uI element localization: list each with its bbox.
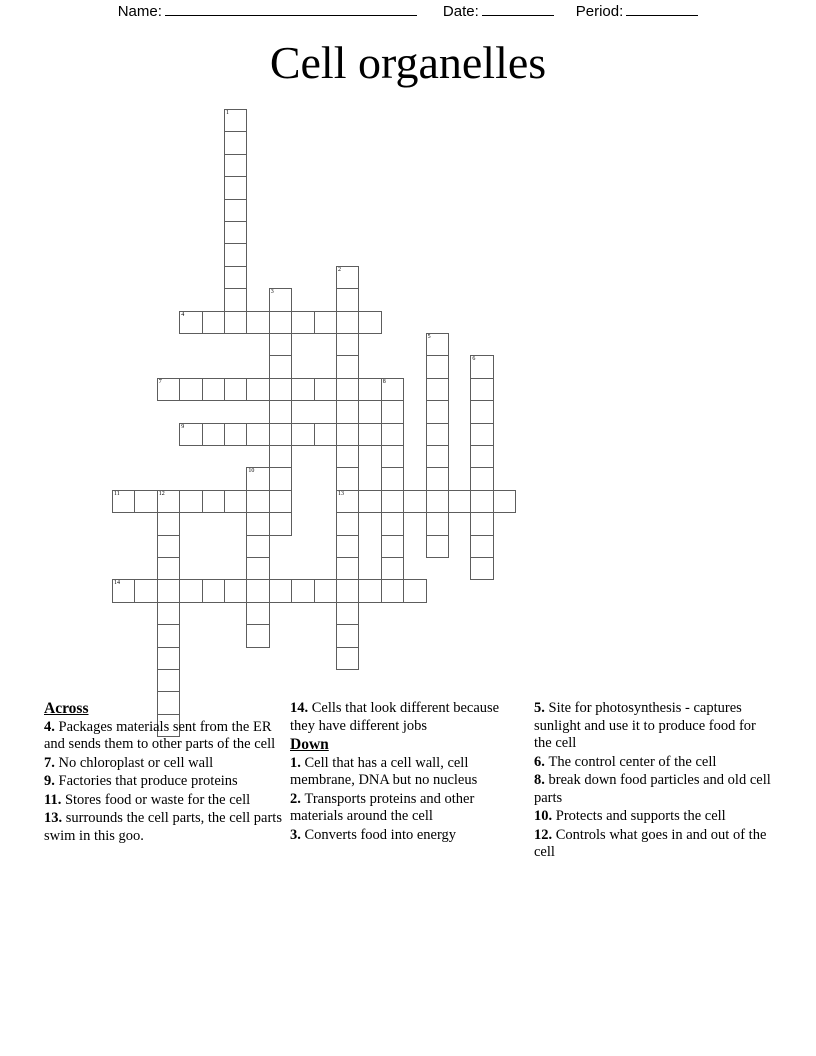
crossword-cell[interactable] (336, 378, 359, 401)
name-field-group (118, 2, 417, 20)
crossword-cell[interactable] (246, 490, 269, 513)
crossword-cell[interactable] (426, 355, 449, 378)
crossword-cell[interactable] (426, 490, 449, 513)
period-input-rule[interactable] (626, 2, 698, 16)
crossword-cell[interactable] (336, 624, 359, 647)
clue-text: Cells that look different because they have different jobs (290, 700, 500, 734)
crossword-cell-number: 9 (181, 423, 185, 430)
date-input-rule[interactable] (482, 2, 554, 16)
crossword-cell[interactable] (381, 557, 404, 580)
clue-text: Factories that produce proteins (58, 773, 238, 789)
crossword-cell[interactable] (224, 176, 247, 199)
crossword-cell[interactable] (269, 445, 292, 468)
crossword-cell[interactable] (336, 311, 359, 334)
crossword-cell[interactable] (224, 154, 247, 177)
crossword-cell[interactable] (470, 355, 493, 378)
crossword-cell[interactable] (470, 535, 493, 558)
crossword-cell[interactable] (470, 557, 493, 580)
clue-column-3 (534, 700, 784, 863)
crossword-cell[interactable] (246, 624, 269, 647)
crossword-cell[interactable] (358, 378, 381, 401)
clue-text: break down food particles and old cell parts (534, 772, 771, 806)
crossword-cell[interactable] (224, 378, 247, 401)
clue-item (44, 719, 282, 754)
crossword-cell[interactable] (269, 579, 292, 602)
clue-number: 10. (534, 808, 556, 824)
crossword-cell[interactable] (269, 288, 292, 311)
crossword-cell[interactable] (470, 490, 493, 513)
crossword-cell-number: 4 (181, 311, 185, 318)
clue-column-2 (290, 700, 534, 845)
crossword-cell[interactable] (202, 378, 225, 401)
crossword-cell[interactable] (246, 378, 269, 401)
crossword-cell[interactable] (157, 579, 180, 602)
crossword-cell[interactable] (336, 355, 359, 378)
clue-number: 2. (290, 790, 305, 807)
crossword-cell[interactable] (202, 490, 225, 513)
crossword-cell[interactable] (291, 423, 314, 446)
crossword-cell-number: 14 (114, 580, 120, 587)
crossword-cell-number: 11 (114, 490, 120, 497)
page-title: Cell organelles (269, 37, 547, 88)
crossword-cell[interactable] (470, 423, 493, 446)
crossword-cell[interactable] (246, 311, 269, 334)
crossword-cell[interactable] (224, 131, 247, 154)
crossword-cell[interactable] (134, 579, 157, 602)
crossword-cell[interactable] (470, 467, 493, 490)
crossword-cell[interactable] (493, 490, 516, 513)
crossword-cell[interactable] (157, 602, 180, 625)
clue-text: surrounds the cell parts, the cell parts swim in this goo. (44, 810, 282, 844)
clue-text: Transports proteins and other materials around the cell (290, 790, 475, 824)
crossword-cell[interactable] (336, 423, 359, 446)
student-info-header (0, 0, 816, 28)
crossword-cell[interactable] (470, 400, 493, 423)
crossword-cell-number: 13 (338, 490, 344, 497)
crossword-cell-number: 6 (472, 356, 476, 363)
clue-number: 8. (534, 772, 549, 788)
crossword-cell[interactable] (202, 423, 225, 446)
clue-number: 7. (44, 754, 59, 771)
crossword-cell[interactable] (448, 490, 471, 513)
crossword-cell[interactable] (426, 512, 449, 535)
crossword-cell[interactable] (157, 490, 180, 513)
crossword-cell[interactable] (336, 333, 359, 356)
crossword-cell[interactable] (224, 288, 247, 311)
crossword-cell[interactable] (246, 467, 269, 490)
crossword-cell[interactable] (157, 624, 180, 647)
crossword-cell[interactable] (269, 512, 292, 535)
clue-item (534, 700, 776, 753)
crossword-cell[interactable] (291, 579, 314, 602)
clue-number: 9. (44, 773, 59, 789)
crossword-grid[interactable] (112, 109, 532, 699)
clue-item (290, 700, 526, 735)
crossword-cell[interactable] (381, 535, 404, 558)
date-label: Date: (442, 3, 479, 20)
crossword-cell[interactable] (224, 109, 247, 132)
crossword-cell[interactable] (246, 512, 269, 535)
crossword-cell[interactable] (179, 378, 202, 401)
crossword-cell[interactable] (246, 602, 269, 625)
crossword-cell[interactable] (224, 311, 247, 334)
clue-number: 5. (534, 700, 549, 716)
crossword-cell[interactable] (336, 400, 359, 423)
clue-column-1 (44, 700, 290, 846)
crossword-cell[interactable] (381, 400, 404, 423)
crossword-cell[interactable] (358, 423, 381, 446)
crossword-cell[interactable] (470, 378, 493, 401)
crossword-cell[interactable] (269, 311, 292, 334)
crossword-cell[interactable] (426, 535, 449, 558)
crossword-cell[interactable] (381, 445, 404, 468)
crossword-cell-number: 12 (158, 490, 165, 497)
crossword-cell[interactable] (336, 288, 359, 311)
clue-text: Site for photosynthesis - captures sunlight and use it to produce food for the cell (534, 700, 756, 751)
crossword-cell-number: 8 (382, 378, 386, 385)
clue-item (44, 773, 282, 791)
crossword-cell[interactable] (336, 467, 359, 490)
crossword-cell[interactable] (134, 490, 157, 513)
crossword-cell-number: 1 (226, 110, 229, 116)
crossword-cell[interactable] (157, 378, 180, 401)
crossword-cell[interactable] (381, 579, 404, 602)
crossword-cell[interactable] (246, 557, 269, 580)
crossword-cell[interactable] (224, 221, 247, 244)
crossword-cell[interactable] (224, 490, 247, 513)
clue-item (534, 772, 776, 807)
clue-text: Controls what goes in and out of the cell (534, 826, 767, 860)
crossword-cell[interactable] (381, 490, 404, 513)
crossword-cell[interactable] (426, 378, 449, 401)
crossword-cell[interactable] (291, 378, 314, 401)
clue-columns (44, 700, 784, 863)
crossword-cell[interactable] (179, 311, 202, 334)
crossword-cell[interactable] (426, 423, 449, 446)
date-field-group (443, 2, 554, 20)
clue-text: Packages materials sent from the ER and sends them to other parts of the cell (44, 718, 276, 752)
crossword-cell[interactable] (224, 266, 247, 289)
crossword-cell[interactable] (314, 378, 337, 401)
clue-number: 3. (290, 826, 305, 843)
crossword-cell[interactable] (246, 423, 269, 446)
crossword-cell[interactable] (246, 535, 269, 558)
crossword-cell[interactable] (336, 490, 359, 513)
clue-item (290, 755, 526, 790)
crossword-cell-number: 5 (427, 334, 431, 340)
crossword-cell[interactable] (336, 647, 359, 670)
crossword-cell[interactable] (336, 512, 359, 535)
crossword-cell[interactable] (269, 400, 292, 423)
crossword-cell[interactable] (224, 423, 247, 446)
crossword-cell[interactable] (314, 579, 337, 602)
crossword-cell[interactable] (202, 579, 225, 602)
crossword-cell[interactable] (336, 445, 359, 468)
clue-number: 4. (44, 718, 59, 735)
crossword-cell[interactable] (269, 378, 292, 401)
crossword-cell[interactable] (358, 311, 381, 334)
crossword-cell[interactable] (157, 535, 180, 558)
crossword-cell[interactable] (381, 467, 404, 490)
clue-item (534, 754, 776, 772)
crossword-cell[interactable] (291, 311, 314, 334)
crossword-cell[interactable] (381, 512, 404, 535)
crossword-cell[interactable] (336, 266, 359, 289)
crossword-cell[interactable] (179, 423, 202, 446)
crossword-cell[interactable] (403, 579, 426, 602)
clue-item (44, 792, 282, 810)
crossword-cell[interactable] (246, 579, 269, 602)
crossword-cell-number: 7 (158, 378, 162, 385)
crossword-cell[interactable] (336, 557, 359, 580)
crossword-cell[interactable] (157, 647, 180, 670)
crossword-cell[interactable] (403, 490, 426, 513)
crossword-cell[interactable] (224, 199, 247, 222)
crossword-cell[interactable] (269, 355, 292, 378)
crossword-cell[interactable] (336, 535, 359, 558)
crossword-cell[interactable] (224, 243, 247, 266)
crossword-cell[interactable] (224, 579, 247, 602)
clue-text: Converts food into energy (304, 826, 457, 843)
crossword-cell[interactable] (358, 490, 381, 513)
crossword-cell[interactable] (381, 423, 404, 446)
clue-text: No chloroplast or cell wall (58, 754, 214, 771)
down-heading: Down (290, 736, 329, 753)
crossword-cell[interactable] (426, 445, 449, 468)
crossword-cell[interactable] (112, 490, 135, 513)
clue-item (44, 810, 282, 845)
crossword-cell[interactable] (470, 512, 493, 535)
clue-item (290, 791, 526, 826)
clue-number: 11. (44, 791, 65, 808)
period-field-group (576, 2, 699, 20)
crossword-cell[interactable] (381, 378, 404, 401)
name-label: Name: (117, 3, 162, 20)
crossword-cell-number: 3 (270, 289, 274, 296)
crossword-cell[interactable] (157, 669, 180, 692)
crossword-cell[interactable] (336, 579, 359, 602)
crossword-cell[interactable] (426, 467, 449, 490)
crossword-cell[interactable] (269, 333, 292, 356)
clue-number: 12. (534, 826, 556, 843)
crossword-cell[interactable] (314, 423, 337, 446)
clue-text: Stores food or waste for the cell (64, 791, 251, 808)
crossword-cell[interactable] (269, 467, 292, 490)
crossword-cell[interactable] (426, 333, 449, 356)
clue-text: Protects and supports the cell (555, 808, 726, 824)
crossword-cell[interactable] (470, 445, 493, 468)
crossword-cell[interactable] (426, 400, 449, 423)
crossword-cell[interactable] (358, 579, 381, 602)
clue-text: Cell that has a cell wall, cell membrane, DNA but no nucleus (290, 754, 478, 788)
crossword-cell[interactable] (112, 579, 135, 602)
crossword-cell-number: 2 (338, 266, 341, 273)
crossword-cell[interactable] (157, 557, 180, 580)
clue-item (534, 827, 776, 862)
across-heading: Across (44, 700, 89, 717)
crossword-cell[interactable] (157, 512, 180, 535)
crossword-cell[interactable] (314, 311, 337, 334)
clue-number: 1. (290, 754, 305, 771)
clue-item (44, 755, 282, 773)
clue-text: The control center of the cell (548, 753, 717, 770)
clue-number: 6. (534, 753, 549, 770)
period-label: Period: (575, 3, 624, 20)
crossword-cell[interactable] (202, 311, 225, 334)
crossword-cell[interactable] (269, 490, 292, 513)
clue-item (290, 827, 526, 845)
clue-number: 14. (290, 700, 312, 716)
crossword-cell[interactable] (179, 490, 202, 513)
crossword-cell[interactable] (179, 579, 202, 602)
clue-number: 13. (44, 810, 66, 826)
name-input-rule[interactable] (165, 2, 417, 16)
clue-item (534, 808, 776, 826)
crossword-cell[interactable] (269, 423, 292, 446)
crossword-cell[interactable] (336, 602, 359, 625)
crossword-cell-number: 10 (248, 468, 255, 475)
